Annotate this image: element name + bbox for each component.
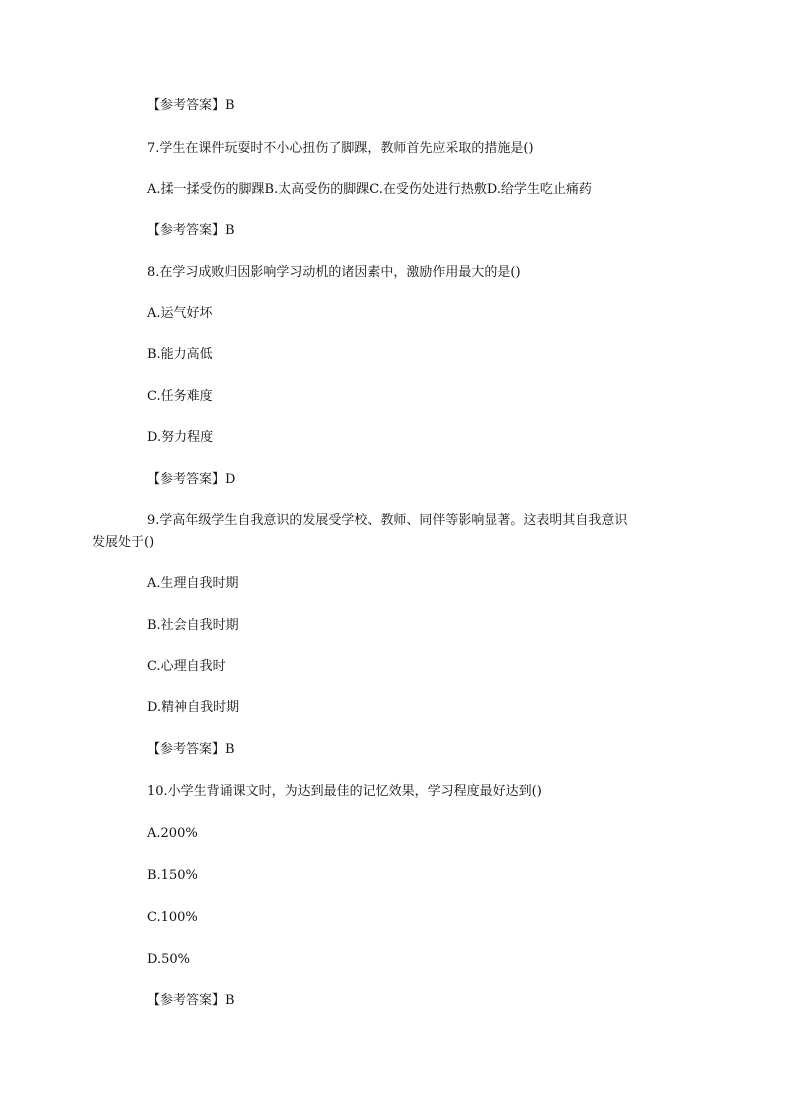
option-line: B.社会自我时期: [147, 618, 239, 633]
answer-line: 【参考答案】B: [147, 993, 235, 1008]
option-line: A.200%: [147, 826, 198, 841]
answer-line: 【参考答案】B: [147, 98, 235, 113]
option-line: C.100%: [147, 910, 198, 925]
option-line: D.精神自我时期: [147, 700, 240, 715]
option-line: D.努力程度: [147, 430, 214, 445]
question-10: 10.小学生背诵课文时，为达到最佳的记忆效果，学习程度最好达到(): [147, 784, 542, 799]
option-line: C.心理自我时: [147, 659, 226, 674]
option-line: B.能力高低: [147, 347, 213, 362]
option-line: C.任务难度: [147, 389, 213, 404]
question-9: 9.学高年级学生自我意识的发展受学校、教师、同伴等影响显著。这表明其自我意识: [147, 513, 628, 528]
question-8: 8.在学习成败归因影响学习动机的诸因素中，激励作用最大的是(): [147, 265, 521, 280]
option-line: A.生理自我时期: [147, 576, 239, 591]
answer-line: 【参考答案】B: [147, 742, 235, 757]
question-9-continuation: 发展处于(): [92, 535, 155, 550]
option-line: A.运气好坏: [147, 306, 213, 321]
question-7-options: A.揉一揉受伤的脚踝B.太高受伤的脚踝C.在受伤处进行热敷D.给学生吃止痛药: [147, 182, 592, 197]
answer-line: 【参考答案】D: [147, 472, 236, 487]
option-line: B.150%: [147, 868, 198, 883]
question-7: 7.学生在课件玩耍时不小心扭伤了脚踝，教师首先应采取的措施是(): [147, 141, 534, 156]
answer-line: 【参考答案】B: [147, 223, 235, 238]
option-line: D.50%: [147, 952, 190, 967]
